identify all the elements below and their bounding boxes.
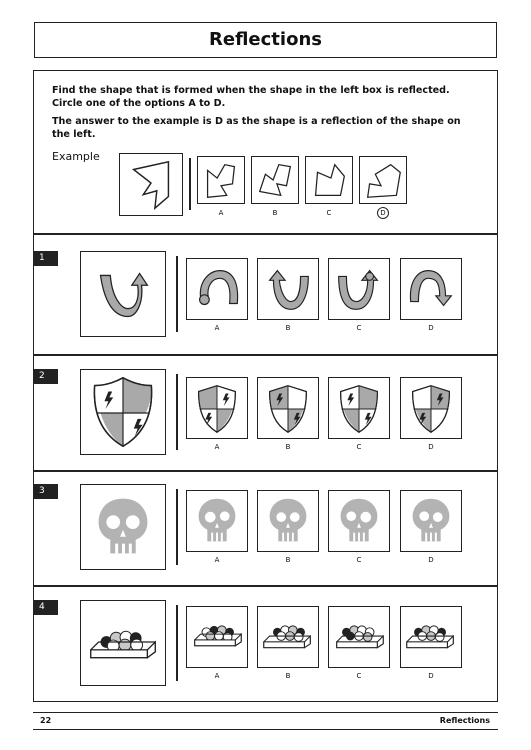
example-label: Example — [52, 150, 100, 163]
question-2-label-b: B — [285, 443, 291, 451]
question-3-label-a: A — [214, 556, 220, 564]
shield-icon — [401, 378, 461, 438]
question-2-option-a[interactable] — [186, 377, 248, 439]
divider — [33, 585, 498, 587]
section-name: Reflections — [439, 716, 490, 725]
zigzag-shape-icon — [120, 154, 182, 215]
example-answer-circle — [363, 207, 403, 219]
question-2-option-c[interactable] — [328, 377, 390, 439]
question-4-label-a: A — [214, 672, 220, 680]
example-separator — [189, 158, 191, 210]
zigzag-shape-icon — [252, 157, 298, 203]
question-4-label-b: B — [285, 672, 291, 680]
skull-icon — [401, 491, 461, 551]
example-question-box — [119, 153, 183, 216]
question-3-option-c[interactable] — [328, 490, 390, 552]
question-4-box — [80, 600, 166, 686]
shield-icon — [81, 370, 165, 454]
question-4-option-b[interactable] — [257, 606, 319, 668]
u-turn-arrow-icon — [187, 259, 247, 319]
question-2-label-c: C — [356, 443, 362, 451]
question-3-option-b[interactable] — [257, 490, 319, 552]
zigzag-shape-icon — [198, 157, 244, 203]
question-2-option-b[interactable] — [257, 377, 319, 439]
question-2-separator — [176, 374, 178, 450]
example-option-a[interactable] — [197, 156, 245, 204]
question-4-separator — [176, 605, 178, 681]
question-3-option-a[interactable] — [186, 490, 248, 552]
question-2-option-d[interactable] — [400, 377, 462, 439]
question-1-option-d[interactable] — [400, 258, 462, 320]
skull-icon — [187, 491, 247, 551]
question-3-label-b: B — [285, 556, 291, 564]
example-option-c[interactable] — [305, 156, 353, 204]
instruction-line-1: Find the shape that is formed when the shape in the left box is reflected. Circle one of the options A to D. — [52, 85, 450, 109]
question-number-3: 3 — [33, 484, 58, 499]
question-2-label-a: A — [214, 443, 220, 451]
tray-icon — [329, 607, 389, 667]
question-1-option-c[interactable] — [328, 258, 390, 320]
instructions — [52, 84, 480, 146]
question-1-option-a[interactable] — [186, 258, 248, 320]
question-1-option-b[interactable] — [257, 258, 319, 320]
example-label-c: C — [326, 209, 332, 217]
skull-icon — [258, 491, 318, 551]
question-1-label-b: B — [285, 324, 291, 332]
tray-icon — [187, 607, 247, 667]
question-1-label-c: C — [356, 324, 362, 332]
skull-icon — [81, 485, 165, 569]
example-label-a: A — [218, 209, 224, 217]
example-option-b[interactable] — [251, 156, 299, 204]
question-4-label-d: D — [428, 672, 434, 680]
divider — [33, 470, 498, 472]
instruction-line-2: The answer to the example is D as the shape is a reflection of the shape on the left. — [52, 116, 461, 140]
zigzag-shape-icon — [306, 157, 352, 203]
question-number-2: 2 — [33, 369, 58, 384]
zigzag-shape-icon — [360, 157, 406, 203]
question-3-label-d: D — [428, 556, 434, 564]
u-turn-arrow-icon — [81, 252, 165, 336]
question-2-box — [80, 369, 166, 455]
page-number: 22 — [40, 716, 52, 725]
question-4-label-c: C — [356, 672, 362, 680]
tray-icon — [81, 601, 165, 685]
example-answer-d: D — [377, 207, 389, 219]
question-number-1: 1 — [33, 251, 58, 266]
question-2-label-d: D — [428, 443, 434, 451]
question-1-label-d: D — [428, 324, 434, 332]
question-3-label-c: C — [356, 556, 362, 564]
question-1-box — [80, 251, 166, 337]
question-1-separator — [176, 256, 178, 332]
divider — [33, 233, 498, 235]
shield-icon — [258, 378, 318, 438]
question-1-label-a: A — [214, 324, 220, 332]
question-4-option-c[interactable] — [328, 606, 390, 668]
question-4-option-d[interactable] — [400, 606, 462, 668]
divider — [33, 354, 498, 356]
question-number-4: 4 — [33, 600, 58, 615]
skull-icon — [329, 491, 389, 551]
tray-icon — [258, 607, 318, 667]
u-turn-arrow-icon — [401, 259, 461, 319]
page-title: Reflections — [34, 22, 497, 58]
example-option-d[interactable] — [359, 156, 407, 204]
shield-icon — [187, 378, 247, 438]
question-3-separator — [176, 489, 178, 565]
tray-icon — [401, 607, 461, 667]
shield-icon — [329, 378, 389, 438]
page-footer — [33, 712, 498, 730]
question-3-box — [80, 484, 166, 570]
example-label-b: B — [272, 209, 278, 217]
question-4-option-a[interactable] — [186, 606, 248, 668]
u-turn-arrow-icon — [258, 259, 318, 319]
question-3-option-d[interactable] — [400, 490, 462, 552]
u-turn-arrow-icon — [329, 259, 389, 319]
